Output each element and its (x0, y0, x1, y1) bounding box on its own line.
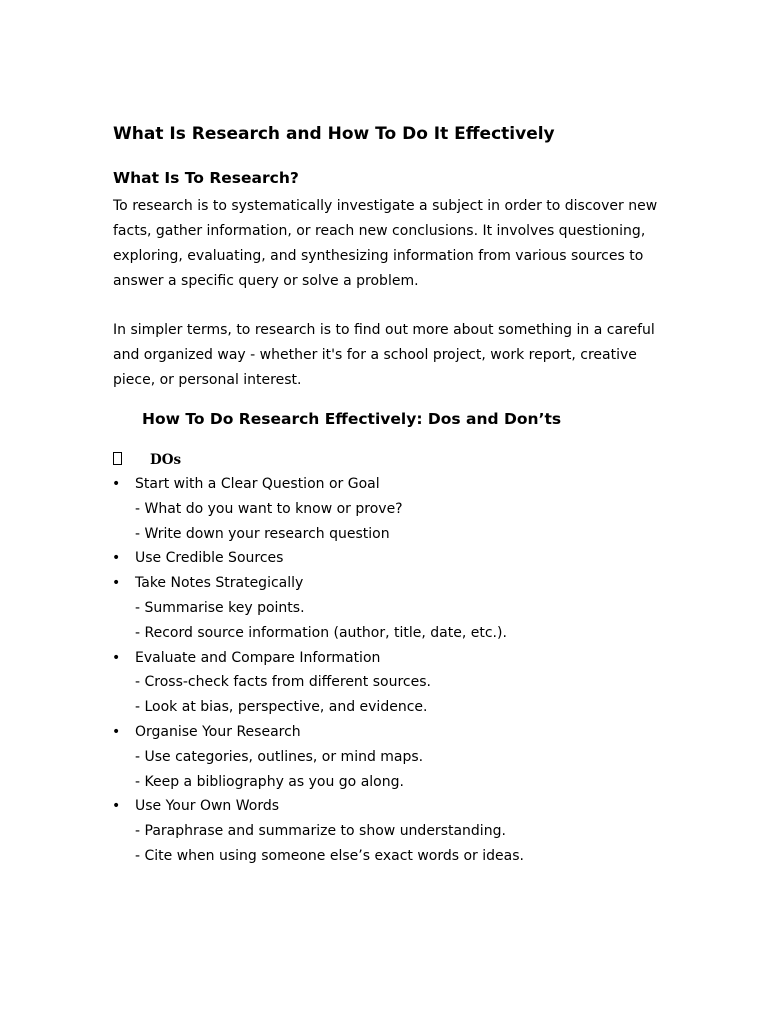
list-sub-item: - Summarise key points. (135, 599, 305, 616)
list-item (113, 794, 524, 819)
list-sub-item: - Record source information (author, title, date, etc.). (135, 624, 507, 641)
bullet-icon: • (112, 723, 121, 740)
section-heading-dos-and-donts: How To Do Research Effectively: Dos and Don’ts (142, 410, 562, 428)
bullet-icon: • (112, 550, 121, 567)
document-title: What Is Research and How To Do It Effectively (113, 124, 555, 144)
list-sub-item: - Keep a bibliography as you go along. (135, 773, 404, 790)
list-item (113, 472, 524, 497)
list-sub-item: - Look at bias, perspective, and evidence. (135, 699, 428, 716)
bullet-icon: • (112, 798, 121, 815)
dos-label: DOs (150, 452, 182, 468)
paragraph-line: piece, or personal interest. (113, 372, 302, 388)
paragraph-line: answer a specific query or solve a problem. (113, 273, 419, 289)
paragraph-line: To research is to systematically investigate a subject in order to discover new (113, 198, 658, 214)
missing-glyph-box-icon (113, 452, 122, 465)
section-heading-what-is-research: What Is To Research? (113, 169, 299, 187)
paragraph-simpler-terms (113, 318, 673, 393)
list-item-label: Take Notes Strategically (135, 575, 304, 592)
list-sub-item: - Use categories, outlines, or mind maps. (135, 748, 424, 765)
list-sub-item: - Paraphrase and summarize to show understanding. (135, 823, 506, 840)
paragraph-line: and organized way - whether it's for a school project, work report, creative (113, 347, 637, 363)
dos-list (113, 472, 524, 869)
paragraph-line: facts, gather information, or reach new conclusions. It involves questioning, (113, 223, 646, 239)
list-sub-item: - Cite when using someone else’s exact words or ideas. (135, 847, 524, 864)
list-sub-item: - Cross-check facts from different sources. (135, 674, 431, 691)
list-item (113, 571, 524, 596)
list-item-label: Evaluate and Compare Information (135, 649, 381, 666)
bullet-icon: • (112, 575, 121, 592)
list-item-label: Use Your Own Words (135, 798, 280, 815)
paragraph-line: exploring, evaluating, and synthesizing information from various sources to (113, 248, 644, 264)
paragraph-line: In simpler terms, to research is to find out more about something in a careful (113, 322, 655, 338)
list-item (113, 646, 524, 671)
dos-heading (113, 448, 181, 472)
list-item-label: Organise Your Research (135, 723, 301, 740)
list-item-label: Start with a Clear Question or Goal (135, 476, 380, 492)
list-sub-item: - What do you want to know or prove? (135, 500, 403, 517)
list-item (113, 546, 524, 571)
bullet-icon: • (112, 476, 121, 492)
list-item-label: Use Credible Sources (135, 550, 284, 567)
list-sub-item: - Write down your research question (135, 525, 390, 542)
bullet-icon: • (112, 649, 121, 666)
list-item (113, 720, 524, 745)
paragraph-definition (113, 194, 673, 294)
